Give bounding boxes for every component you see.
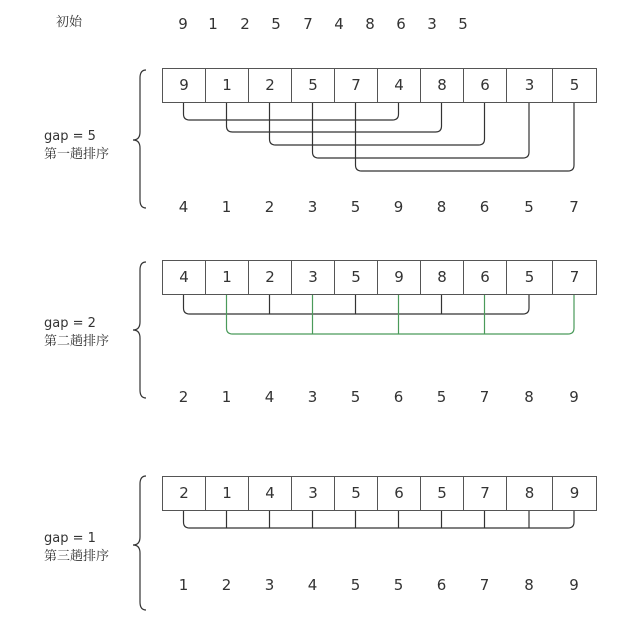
initial-value: 8 [365, 15, 375, 33]
pass-2-gap-label: gap = 2 [44, 316, 96, 331]
array-cell: 3 [291, 476, 335, 511]
initial-value: 5 [271, 15, 281, 33]
result-value: 1 [221, 388, 232, 406]
pass-3-gap-label: gap = 1 [44, 531, 96, 546]
array-cell: 1 [205, 260, 249, 295]
result-value: 3 [307, 198, 318, 216]
initial-label: 初始 [56, 15, 83, 30]
result-value: 4 [264, 388, 275, 406]
array-cell: 6 [463, 68, 507, 103]
array-cell: 3 [506, 68, 553, 103]
group-connector [184, 103, 399, 120]
array-cell: 2 [248, 260, 292, 295]
pass-1-title: 第一趟排序 [44, 147, 110, 162]
array-cell: 4 [162, 260, 206, 295]
array-cell: 4 [248, 476, 292, 511]
array-cell: 1 [205, 68, 249, 103]
array-cell: 5 [334, 260, 378, 295]
array-cell: 4 [377, 68, 421, 103]
array-cell: 5 [291, 68, 335, 103]
array-cell: 9 [377, 260, 421, 295]
pass-3-title: 第三趟排序 [44, 549, 110, 564]
initial-value: 9 [178, 15, 188, 33]
result-value: 5 [436, 388, 447, 406]
initial-value: 4 [334, 15, 344, 33]
array-cell: 5 [334, 476, 378, 511]
array-cell: 5 [552, 68, 597, 103]
result-value: 9 [393, 198, 404, 216]
result-value: 2 [221, 576, 232, 594]
array-cell: 7 [463, 476, 507, 511]
initial-value: 3 [427, 15, 437, 33]
result-value: 1 [178, 576, 189, 594]
result-value: 3 [307, 388, 318, 406]
array-cell: 3 [291, 260, 335, 295]
result-value: 5 [350, 198, 361, 216]
array-cell: 5 [420, 476, 464, 511]
array-cell: 2 [162, 476, 206, 511]
result-value: 5 [350, 388, 361, 406]
result-value: 2 [264, 198, 275, 216]
result-value: 7 [479, 388, 490, 406]
pass-2-title: 第二趟排序 [44, 334, 110, 349]
array-cell: 7 [552, 260, 597, 295]
result-value: 3 [264, 576, 275, 594]
result-value: 4 [307, 576, 318, 594]
pass-1-brace [133, 70, 146, 208]
result-value: 5 [524, 198, 534, 216]
array-cell: 7 [334, 68, 378, 103]
initial-value: 7 [303, 15, 313, 33]
array-cell: 5 [506, 260, 553, 295]
group-connector [184, 295, 530, 314]
pass-3-brace [133, 476, 146, 610]
array-cell: 6 [463, 260, 507, 295]
result-value: 8 [524, 388, 534, 406]
pass-1-gap-label: gap = 5 [44, 129, 96, 144]
array-cell: 8 [420, 68, 464, 103]
result-value: 8 [436, 198, 447, 216]
array-cell: 6 [377, 476, 421, 511]
array-cell: 9 [162, 68, 206, 103]
array-cell: 9 [552, 476, 597, 511]
result-value: 9 [569, 388, 579, 406]
result-value: 6 [436, 576, 447, 594]
result-value: 6 [393, 388, 404, 406]
initial-value: 5 [458, 15, 468, 33]
array-cell: 8 [420, 260, 464, 295]
initial-value: 2 [240, 15, 250, 33]
result-value: 7 [479, 576, 490, 594]
group-connector [270, 103, 485, 145]
result-value: 6 [479, 198, 490, 216]
group-connector [184, 511, 575, 528]
result-value: 8 [524, 576, 534, 594]
result-value: 9 [569, 576, 579, 594]
initial-value: 1 [208, 15, 218, 33]
initial-value: 6 [396, 15, 406, 33]
array-cell: 2 [248, 68, 292, 103]
result-value: 7 [569, 198, 579, 216]
result-value: 4 [178, 198, 189, 216]
pass-2-brace [133, 262, 146, 398]
array-cell: 1 [205, 476, 249, 511]
result-value: 2 [178, 388, 189, 406]
result-value: 5 [393, 576, 404, 594]
result-value: 5 [350, 576, 361, 594]
array-cell: 8 [506, 476, 553, 511]
result-value: 1 [221, 198, 232, 216]
group-connector [356, 103, 575, 171]
group-connector [227, 103, 442, 132]
group-connector [313, 103, 530, 158]
